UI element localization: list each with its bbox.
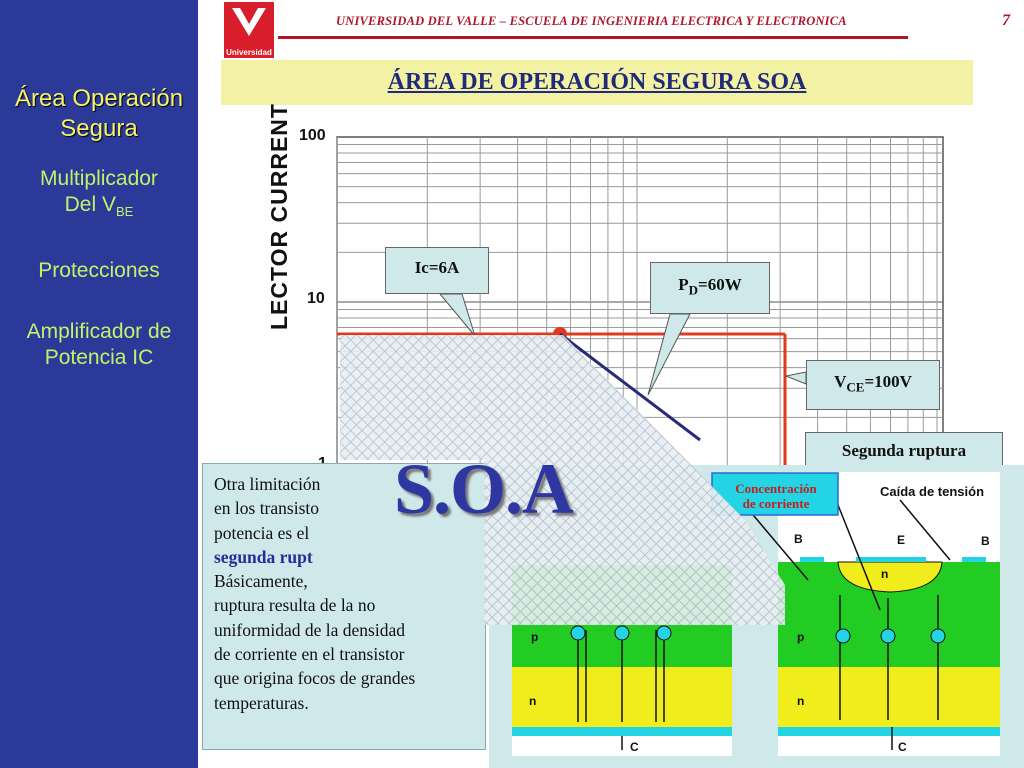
text-line-highlight: segunda rupt bbox=[214, 546, 313, 567]
text-line: Básicamente, bbox=[214, 571, 308, 592]
text-line: de corriente en el transistor bbox=[214, 644, 405, 665]
label-p-right: p bbox=[797, 630, 805, 644]
text-line: ruptura resulta de la no bbox=[214, 595, 376, 616]
label-n-plus: n bbox=[881, 567, 889, 581]
label-p-left: p bbox=[531, 630, 539, 644]
label-base-right: B bbox=[981, 534, 990, 548]
page-number: 7 bbox=[1002, 12, 1010, 29]
logo-text: Universidad bbox=[226, 48, 272, 57]
label-base-left: B bbox=[794, 532, 803, 546]
soa-overlay-text: S.O.A bbox=[394, 449, 574, 529]
sidebar-item-label: Segura bbox=[60, 115, 138, 142]
text-line: en los transisto bbox=[214, 498, 319, 519]
sidebar-item-label: Área Operación bbox=[14, 85, 184, 112]
label-collector-left: C bbox=[630, 740, 639, 754]
sidebar-item-label: Multiplicador bbox=[40, 167, 158, 190]
label-voltage-drop: Caída de tensión bbox=[880, 484, 985, 499]
callout-ic: Ic=6A bbox=[385, 247, 489, 294]
page-title: ÁREA DE OPERACIÓN SEGURA SOA bbox=[387, 69, 807, 95]
text-line: que origina focos de grandes bbox=[214, 668, 416, 689]
y-tick-label: 10 bbox=[307, 290, 325, 307]
text-line: uniformidad de la densidad bbox=[214, 619, 405, 640]
text-line: potencia es el bbox=[214, 522, 310, 543]
label-emitter: E bbox=[897, 533, 906, 547]
label-collector-right: C bbox=[898, 740, 907, 754]
text-line: temperaturas. bbox=[214, 692, 309, 713]
text-line: Otra limitación bbox=[214, 474, 321, 494]
sidebar-item-subscript: BE bbox=[116, 204, 134, 220]
y-axis-label: LECTOR CURRENT bbox=[266, 103, 292, 330]
header-institution: UNIVERSIDAD DEL VALLE – ESCUELA DE INGENIERIA ELECTRICA Y ELECTRONICA bbox=[336, 14, 847, 28]
callout-second-breakdown: Segunda ruptura bbox=[805, 432, 1003, 470]
y-tick-label: 100 bbox=[299, 127, 326, 144]
callout-pd: $P_D=60W$ bbox=[650, 262, 770, 314]
sidebar-item-label: Potencia IC bbox=[44, 346, 154, 370]
label-n-left: n bbox=[529, 694, 537, 708]
label-current-concentration: Concentración de corriente bbox=[735, 481, 817, 511]
label-n-right: n bbox=[797, 694, 805, 708]
callout-vce: $V_{CE}=100V$ bbox=[806, 360, 940, 410]
sidebar-item-label: Amplificador de bbox=[26, 320, 172, 343]
sidebar-item-label: Del V bbox=[64, 193, 116, 217]
sidebar-item-label: Protecciones bbox=[38, 259, 160, 282]
